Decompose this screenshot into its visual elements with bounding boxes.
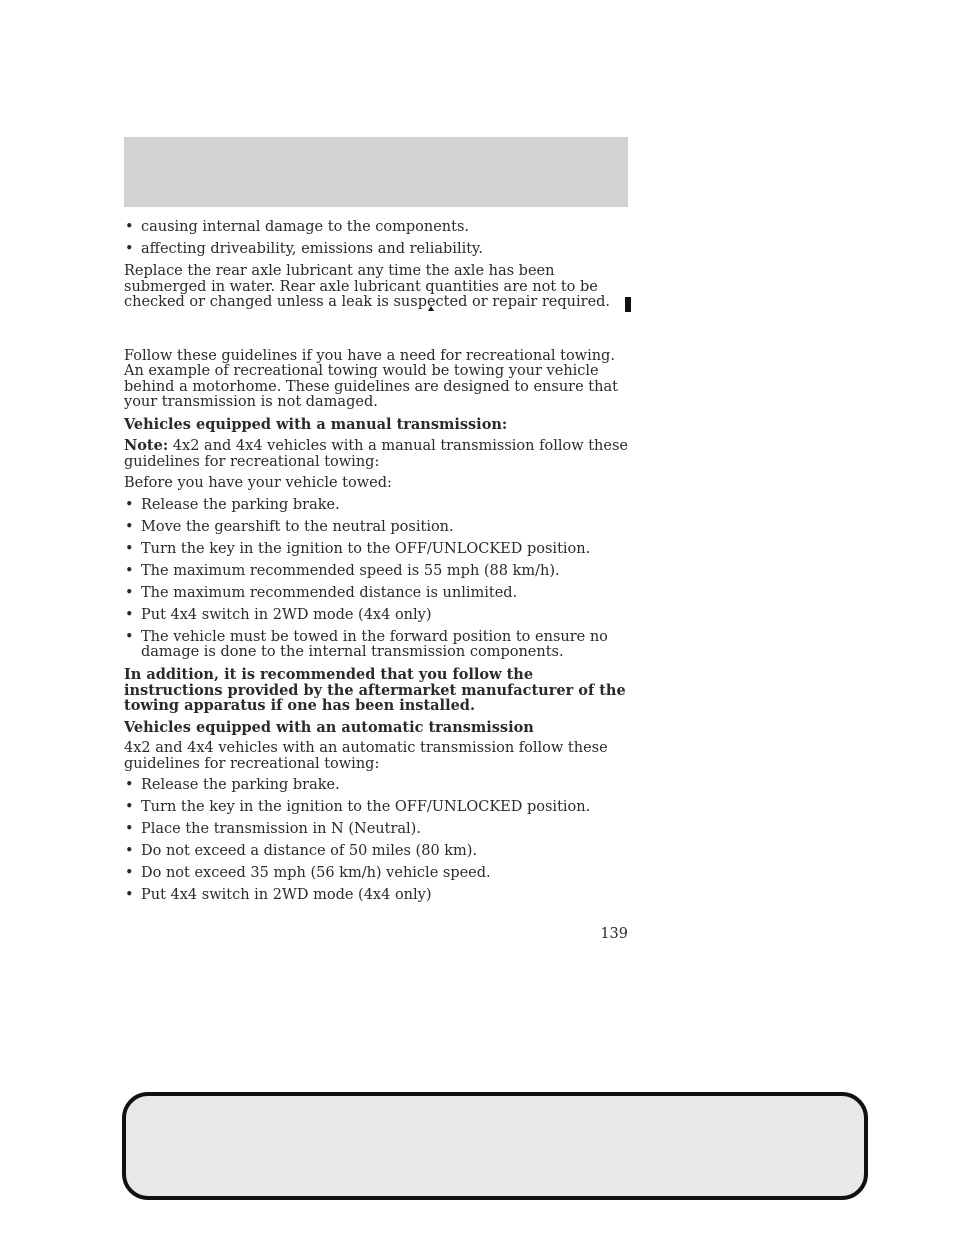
bullet-icon: •: [125, 865, 134, 881]
list-item-text: Move the gearshift to the neutral position.: [141, 518, 454, 535]
list-item: [124, 242, 628, 258]
bullet-icon: •: [125, 887, 134, 903]
list-item-text: Put 4x4 switch in 2WD mode (4x4 only): [141, 887, 432, 903]
list-item: [124, 586, 628, 602]
automatic-intro-paragraph: 4x2 and 4x4 vehicles with an automatic transmission follow these guidelines for recreational towing:: [124, 740, 608, 772]
towing-intro-paragraph: Follow these guidelines if you have a need for recreational towing. An example of recreational towing would be towing your vehicle behind a motorhome. These guidelines are designed to ensure that your transmission is not damaged.: [124, 347, 618, 410]
note-paragraph: [124, 438, 628, 470]
list-item-text: The maximum recommended speed is 55 mph (88 km/h).: [141, 562, 560, 579]
list-item-text: Place the transmission in N (Neutral).: [141, 821, 421, 837]
page-number: 139: [600, 926, 628, 942]
list-item-text: Put 4x4 switch in 2WD mode (4x4 only): [141, 606, 432, 623]
list-item-text: The maximum recommended distance is unlimited.: [141, 584, 518, 601]
bullet-icon: •: [125, 843, 134, 859]
list-item: [124, 630, 628, 661]
footer-panel: [122, 1092, 868, 1200]
note-label: Note:: [124, 437, 169, 454]
aftermarket-instructions-notice: In addition, it is recommended that you follow the instructions provided by the aftermarket manufacturer of the towing apparatus if one has been installed.: [124, 666, 626, 714]
list-item: [124, 844, 628, 860]
list-item-text: Do not exceed a distance of 50 miles (80 km).: [141, 843, 478, 859]
list-item-text: affecting driveability, emissions and reliability.: [141, 241, 483, 257]
list-item-text: Release the parking brake.: [141, 777, 340, 793]
list-item: [124, 888, 628, 904]
bullet-icon: •: [125, 606, 134, 623]
bullet-icon: •: [125, 821, 134, 837]
before-towed-text: Before you have your vehicle towed:: [124, 475, 392, 491]
list-item-text: Turn the key in the ignition to the OFF/UNLOCKED position.: [141, 799, 591, 815]
bullet-icon: •: [125, 562, 134, 579]
list-item: [124, 520, 628, 536]
bullet-icon: •: [125, 628, 134, 645]
list-item-text: The vehicle must be towed in the forward position to ensure no damage is done to the internal transmission components.: [141, 628, 608, 660]
bullet-icon: •: [125, 799, 134, 815]
list-item: [124, 220, 628, 236]
bullet-icon: •: [125, 241, 134, 257]
list-item: [124, 498, 628, 514]
list-item-text: Turn the key in the ignition to the OFF/UNLOCKED position.: [141, 540, 591, 557]
list-item: [124, 800, 628, 816]
bullet-icon: •: [125, 518, 134, 535]
list-item-text: causing internal damage to the components.: [141, 219, 470, 235]
bullet-icon: •: [125, 584, 134, 601]
list-item-text: Release the parking brake.: [141, 496, 340, 513]
bullet-icon: •: [125, 540, 134, 557]
revision-mark-icon: [428, 306, 434, 311]
list-item: [124, 564, 628, 580]
list-item: [124, 778, 628, 794]
list-item: [124, 542, 628, 558]
list-item: [124, 608, 628, 624]
section-gap: [124, 317, 628, 349]
bullet-icon: •: [125, 496, 134, 513]
axle-lubricant-paragraph: Replace the rear axle lubricant any time the axle has been submerged in water. Rear axle lubricant quantities are not to be checked or changed unless a leak is suspected or repair required.: [124, 263, 611, 310]
list-item: [124, 822, 628, 838]
section-header-band: [124, 137, 628, 207]
change-bar-marker: [625, 297, 631, 312]
bullet-icon: •: [125, 777, 134, 793]
page-content: [124, 220, 628, 910]
automatic-transmission-heading: Vehicles equipped with an automatic transmission: [124, 718, 534, 736]
bullet-icon: •: [125, 219, 134, 235]
list-item: [124, 866, 628, 882]
list-item-text: Do not exceed 35 mph (56 km/h) vehicle speed.: [141, 865, 491, 881]
note-text: 4x2 and 4x4 vehicles with a manual transmission follow these guidelines for recreational towing:: [124, 438, 628, 470]
manual-transmission-heading: Vehicles equipped with a manual transmission:: [124, 415, 508, 433]
